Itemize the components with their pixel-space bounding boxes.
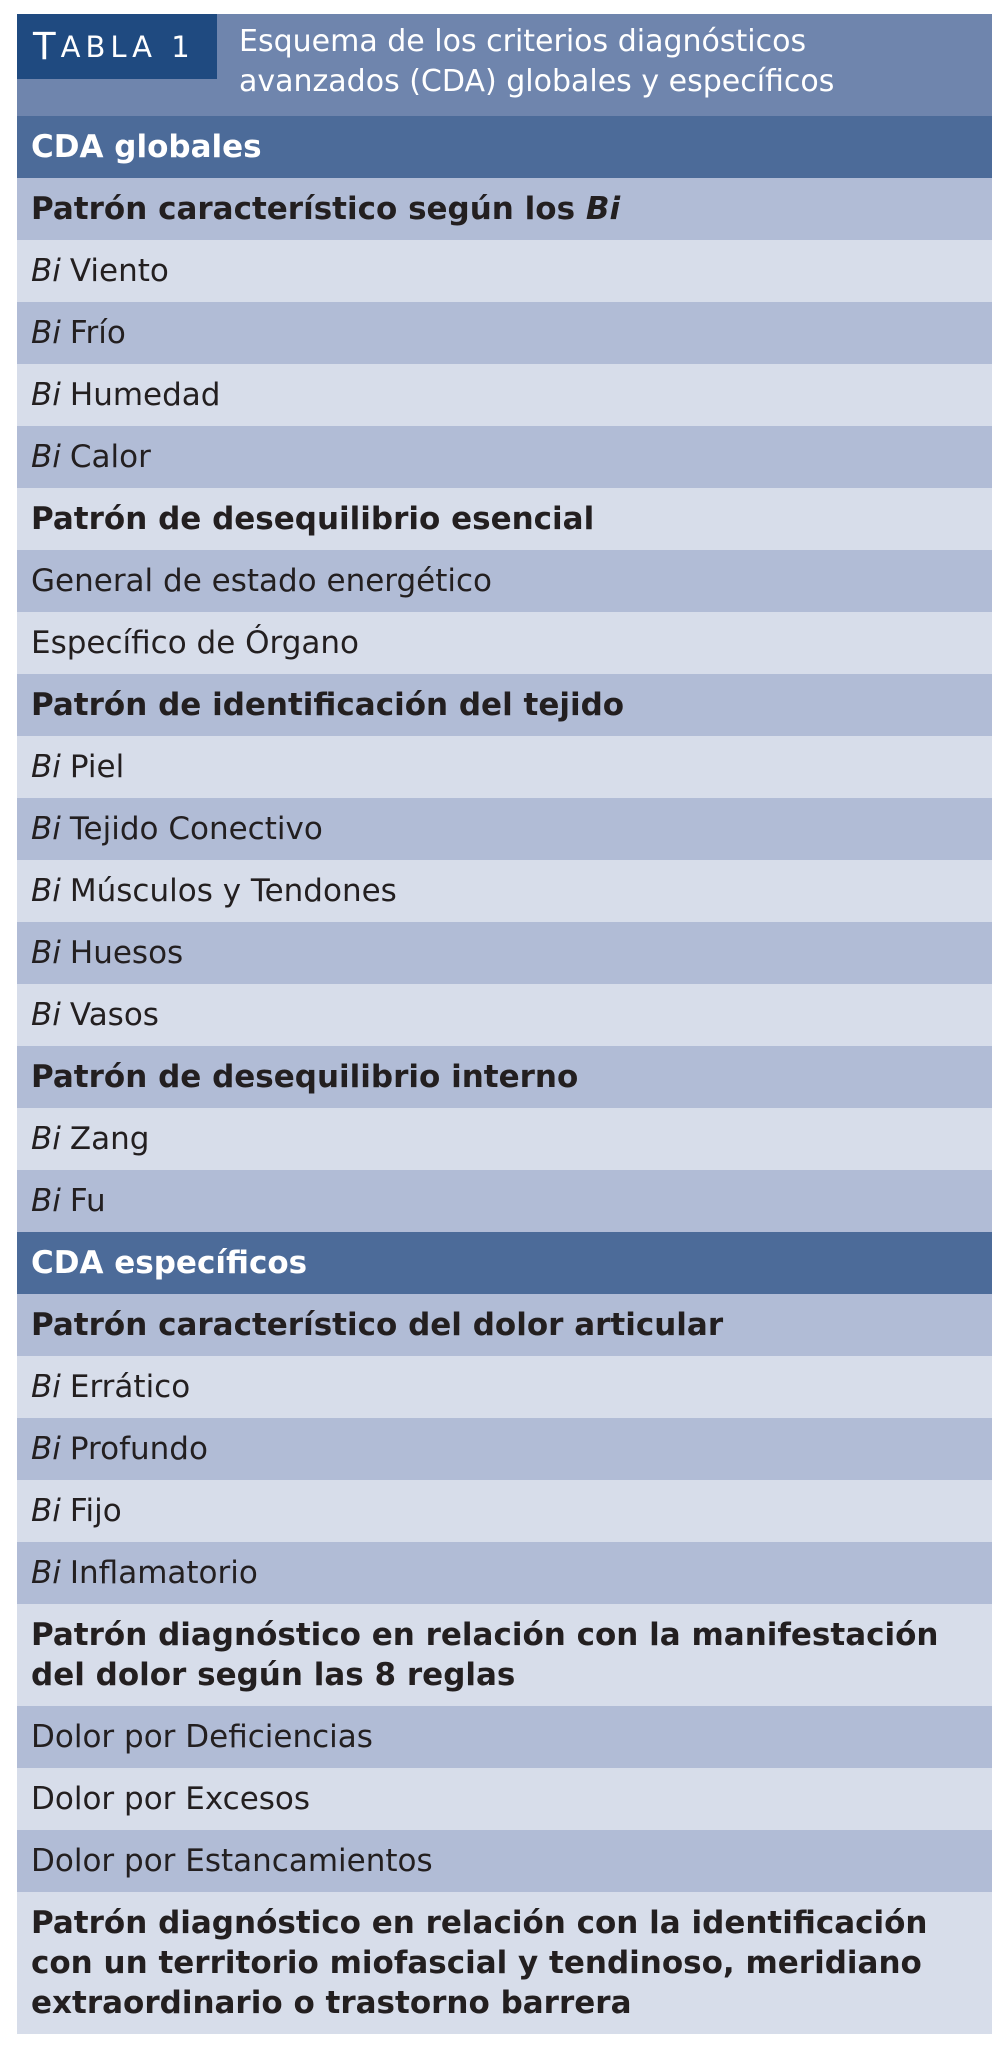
table-label: [17, 14, 217, 79]
section-row: CDA específicos: [17, 1232, 992, 1294]
list-item: Dolor por Excesos: [17, 1768, 992, 1830]
list-item: Bi Músculos y Tendones: [17, 860, 992, 922]
list-item: Dolor por Estancamientos: [17, 1830, 992, 1892]
list-item: Bi Inflamatorio: [17, 1542, 992, 1604]
table-title: Esquema de los criterios diagnósticos avanzados (CDA) globales y específicos: [239, 24, 835, 99]
section-row: CDA globales: [17, 116, 992, 178]
list-item: Dolor por Deficiencias: [17, 1706, 992, 1768]
list-item: Bi Profundo: [17, 1418, 992, 1480]
heading-row: Patrón de identificación del tejido: [17, 674, 992, 736]
heading-row: Patrón característico del dolor articular: [17, 1294, 992, 1356]
list-item: Bi Calor: [17, 426, 992, 488]
list-item: Bi Huesos: [17, 922, 992, 984]
heading-row: Patrón diagnóstico en relación con la identificación con un territorio miofascial y tendinoso, meridiano extraordinario o trastorno barrera: [17, 1892, 992, 2034]
list-item: Bi Zang: [17, 1108, 992, 1170]
heading-row: Patrón de desequilibrio interno: [17, 1046, 992, 1108]
list-item: Bi Fijo: [17, 1480, 992, 1542]
list-item: Específico de Órgano: [17, 612, 992, 674]
heading-row: Patrón diagnóstico en relación con la manifestación del dolor según las 8 reglas: [17, 1604, 992, 1706]
list-item: Bi Tejido Conectivo: [17, 798, 992, 860]
list-item: Bi Vasos: [17, 984, 992, 1046]
heading-row: Patrón característico según los Bi: [17, 178, 992, 240]
list-item: Bi Frío: [17, 302, 992, 364]
table-label-initial: T: [33, 25, 61, 68]
list-item: Bi Errático: [17, 1356, 992, 1418]
table-header: [17, 14, 992, 116]
table-1: [17, 14, 992, 2034]
list-item: Bi Humedad: [17, 364, 992, 426]
list-item: Bi Viento: [17, 240, 992, 302]
table-label-rest: ABLA 1: [60, 29, 195, 64]
list-item: General de estado energético: [17, 550, 992, 612]
list-item: Bi Piel: [17, 736, 992, 798]
list-item: Bi Fu: [17, 1170, 992, 1232]
heading-row: Patrón de desequilibrio esencial: [17, 488, 992, 550]
